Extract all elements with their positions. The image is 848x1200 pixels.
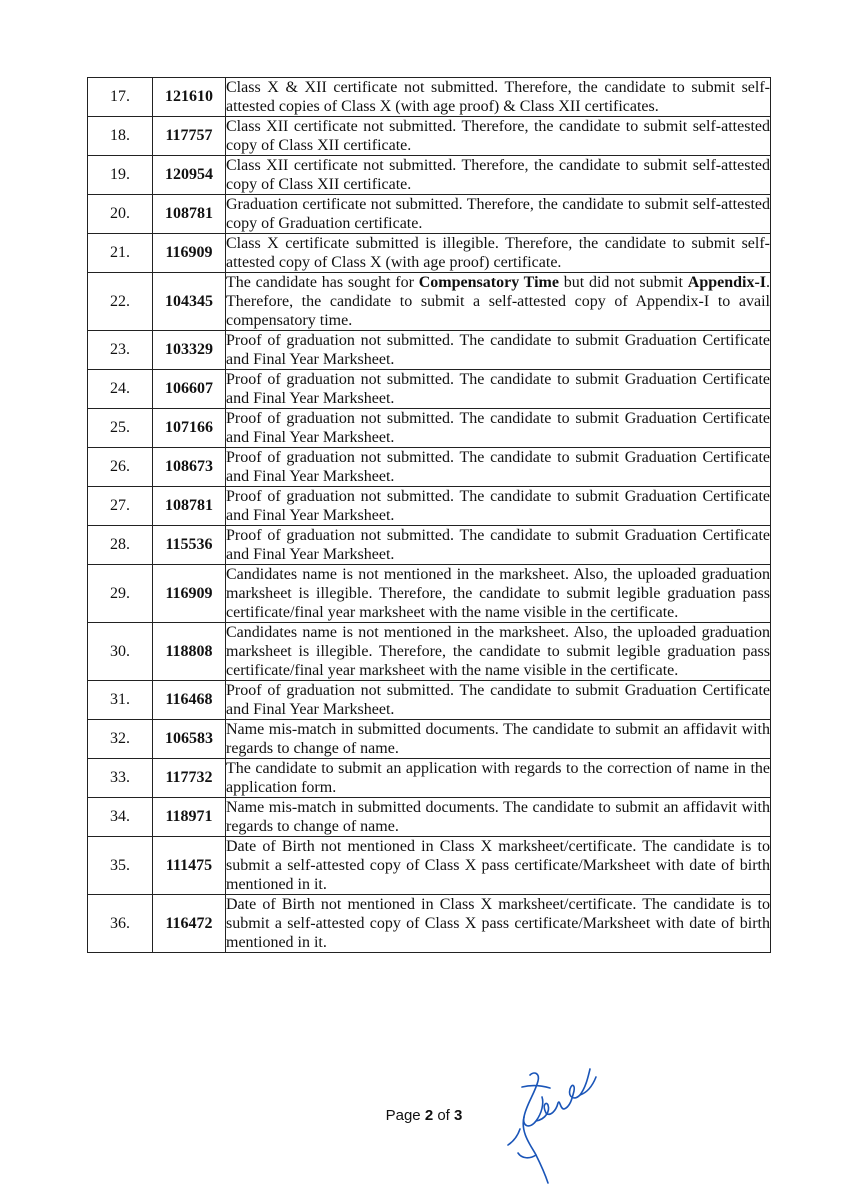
- row-serial-number: 18.: [88, 117, 153, 156]
- row-serial-number: 28.: [88, 526, 153, 565]
- table-row: [88, 681, 771, 720]
- remark-text: Proof of graduation not submitted. The candidate to submit Graduation Certificate and Final Year Marksheet.: [226, 449, 770, 485]
- table-row: [88, 273, 771, 331]
- table-row: [88, 759, 771, 798]
- table-row: [88, 234, 771, 273]
- row-candidate-id: 107166: [153, 409, 226, 448]
- remark-text: Date of Birth not mentioned in Class X marksheet/certificate. The candidate is to submit a self-attested copy of Class X pass certificate/Marksheet with date of birth mentioned in it.: [226, 896, 770, 951]
- row-serial-number: 34.: [88, 798, 153, 837]
- remark-text: Candidates name is not mentioned in the marksheet. Also, the uploaded graduation marksheet is illegible. Therefore, the candidate to submit legible graduation pass certificate/final year marksheet with the name visible in the certificate.: [226, 566, 770, 621]
- row-candidate-id: 103329: [153, 331, 226, 370]
- row-serial-number: 31.: [88, 681, 153, 720]
- table-row: [88, 487, 771, 526]
- table-row: [88, 837, 771, 895]
- remark-bold-text: Compensatory Time: [418, 274, 559, 291]
- row-serial-number: 17.: [88, 78, 153, 117]
- table-row: [88, 526, 771, 565]
- row-remark: [226, 448, 771, 487]
- row-candidate-id: 108781: [153, 195, 226, 234]
- remarks-table: [87, 77, 771, 953]
- row-remark: [226, 759, 771, 798]
- table-row: [88, 370, 771, 409]
- row-serial-number: 30.: [88, 623, 153, 681]
- remark-text: The candidate to submit an application with regards to the correction of name in the application form.: [226, 760, 770, 796]
- row-candidate-id: 120954: [153, 156, 226, 195]
- row-remark: [226, 681, 771, 720]
- remark-text: Class X certificate submitted is illegible. Therefore, the candidate to submit self-attested copy of Class X (with age proof) certificate.: [226, 235, 770, 271]
- row-candidate-id: 115536: [153, 526, 226, 565]
- signature-strokes: [508, 1069, 596, 1183]
- row-remark: [226, 487, 771, 526]
- row-serial-number: 21.: [88, 234, 153, 273]
- row-remark: [226, 195, 771, 234]
- row-remark: [226, 234, 771, 273]
- remark-text: Proof of graduation not submitted. The candidate to submit Graduation Certificate and Final Year Marksheet.: [226, 410, 770, 446]
- table-row: [88, 78, 771, 117]
- table-row: [88, 565, 771, 623]
- row-candidate-id: 117757: [153, 117, 226, 156]
- remark-text: Class XII certificate not submitted. Therefore, the candidate to submit self-attested copy of Class XII certificate.: [226, 157, 770, 193]
- table-row: [88, 623, 771, 681]
- row-remark: [226, 409, 771, 448]
- remark-text: . Therefore, the candidate to submit a self-attested copy of Appendix-I to avail compensatory time.: [226, 274, 771, 329]
- row-remark: [226, 720, 771, 759]
- row-serial-number: 20.: [88, 195, 153, 234]
- row-serial-number: 33.: [88, 759, 153, 798]
- row-candidate-id: 111475: [153, 837, 226, 895]
- row-remark: [226, 565, 771, 623]
- remark-text: Graduation certificate not submitted. Therefore, the candidate to submit self-attested copy of Graduation certificate.: [226, 196, 770, 232]
- table-row: [88, 195, 771, 234]
- remark-text: Date of Birth not mentioned in Class X marksheet/certificate. The candidate is to submit a self-attested copy of Class X pass certificate/Marksheet with date of birth mentioned in it.: [226, 838, 770, 893]
- row-candidate-id: 104345: [153, 273, 226, 331]
- row-remark: [226, 526, 771, 565]
- row-serial-number: 36.: [88, 895, 153, 953]
- row-candidate-id: 116472: [153, 895, 226, 953]
- row-candidate-id: 118971: [153, 798, 226, 837]
- remark-bold-text: Appendix-I: [687, 274, 767, 291]
- table-row: [88, 117, 771, 156]
- row-remark: [226, 156, 771, 195]
- row-serial-number: 35.: [88, 837, 153, 895]
- remark-text: Proof of graduation not submitted. The candidate to submit Graduation Certificate and Final Year Marksheet.: [226, 682, 770, 718]
- table-row: [88, 156, 771, 195]
- row-candidate-id: 121610: [153, 78, 226, 117]
- remark-text: Name mis-match in submitted documents. The candidate to submit an affidavit with regards to change of name.: [226, 799, 770, 835]
- remark-text: Proof of graduation not submitted. The candidate to submit Graduation Certificate and Final Year Marksheet.: [226, 371, 770, 407]
- row-remark: [226, 273, 771, 331]
- signature: [500, 1055, 610, 1185]
- remark-text: Proof of graduation not submitted. The candidate to submit Graduation Certificate and Final Year Marksheet.: [226, 332, 770, 368]
- row-candidate-id: 116909: [153, 565, 226, 623]
- row-remark: [226, 623, 771, 681]
- row-remark: [226, 798, 771, 837]
- row-serial-number: 26.: [88, 448, 153, 487]
- remark-text: Class XII certificate not submitted. Therefore, the candidate to submit self-attested copy of Class XII certificate.: [226, 118, 770, 154]
- row-candidate-id: 108781: [153, 487, 226, 526]
- row-candidate-id: 106607: [153, 370, 226, 409]
- remark-text: Proof of graduation not submitted. The candidate to submit Graduation Certificate and Final Year Marksheet.: [226, 527, 770, 563]
- row-candidate-id: 117732: [153, 759, 226, 798]
- row-candidate-id: 108673: [153, 448, 226, 487]
- table-row: [88, 448, 771, 487]
- page-number: Page 2 of 3: [385, 1107, 463, 1124]
- row-serial-number: 29.: [88, 565, 153, 623]
- remark-text: The candidate has sought for: [226, 274, 419, 291]
- row-remark: [226, 837, 771, 895]
- row-remark: [226, 895, 771, 953]
- table-row: [88, 720, 771, 759]
- remark-text: but did not submit: [558, 274, 688, 291]
- table-row: [88, 798, 771, 837]
- table-row: [88, 331, 771, 370]
- row-serial-number: 32.: [88, 720, 153, 759]
- row-serial-number: 27.: [88, 487, 153, 526]
- row-serial-number: 19.: [88, 156, 153, 195]
- row-serial-number: 24.: [88, 370, 153, 409]
- table-row: [88, 895, 771, 953]
- row-remark: [226, 117, 771, 156]
- table-row: [88, 409, 771, 448]
- row-candidate-id: 116909: [153, 234, 226, 273]
- remark-text: Name mis-match in submitted documents. The candidate to submit an affidavit with regards to change of name.: [226, 721, 770, 757]
- remark-text: Candidates name is not mentioned in the marksheet. Also, the uploaded graduation marksheet is illegible. Therefore, the candidate to submit legible graduation pass certificate/final year marksheet with the name visible in the certificate.: [226, 624, 770, 679]
- remark-text: Proof of graduation not submitted. The candidate to submit Graduation Certificate and Final Year Marksheet.: [226, 488, 770, 524]
- row-serial-number: 25.: [88, 409, 153, 448]
- row-serial-number: 23.: [88, 331, 153, 370]
- row-candidate-id: 118808: [153, 623, 226, 681]
- row-remark: [226, 370, 771, 409]
- row-remark: [226, 331, 771, 370]
- row-remark: [226, 78, 771, 117]
- remark-text: Class X & XII certificate not submitted. Therefore, the candidate to submit self-attested copies of Class X (with age proof) & Class XII certificates.: [226, 79, 770, 115]
- row-candidate-id: 106583: [153, 720, 226, 759]
- row-candidate-id: 116468: [153, 681, 226, 720]
- row-serial-number: 22.: [88, 273, 153, 331]
